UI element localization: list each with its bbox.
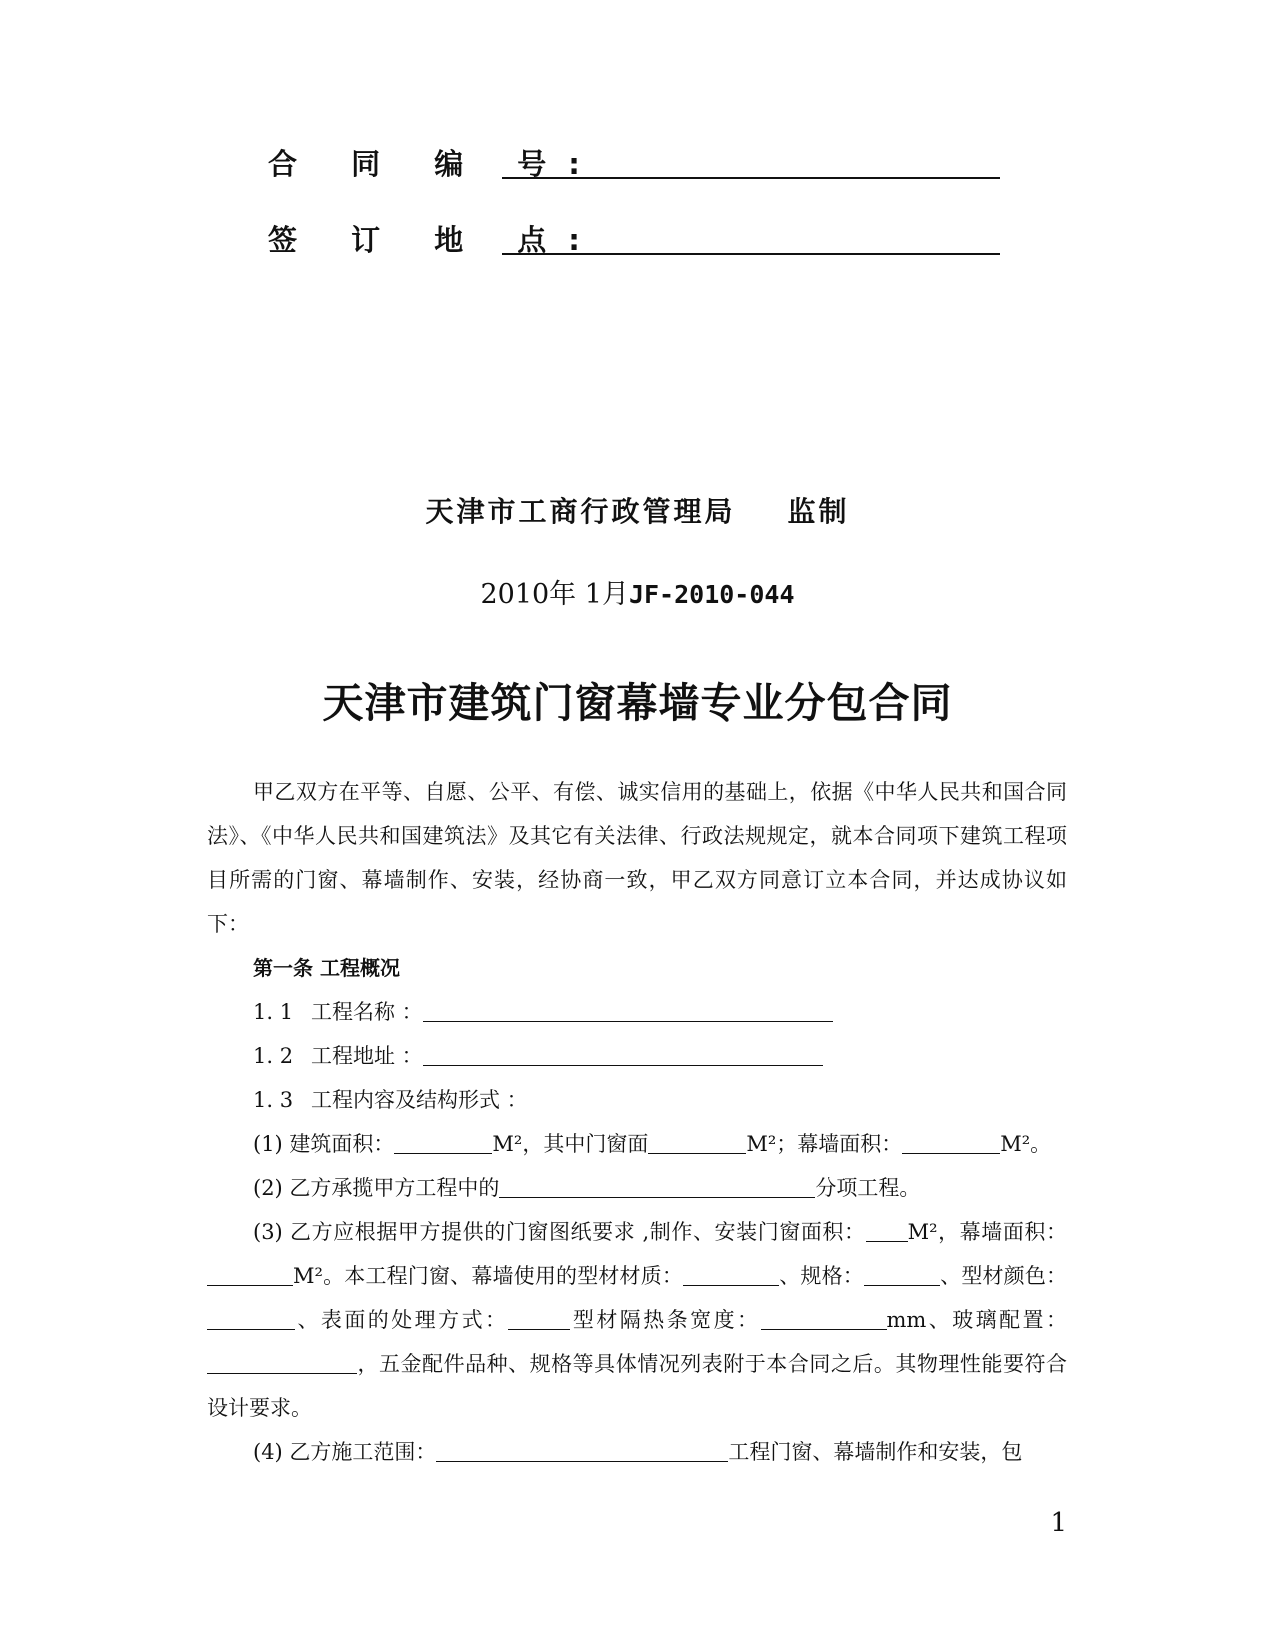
signing-place-blank[interactable] [502,253,1000,255]
clause-label: 工程内容及结构形式 ： [311,1088,528,1112]
profile-material-blank[interactable] [683,1263,779,1286]
item-text: M²，幕墙面积： [907,1220,1067,1244]
contract-body [207,770,1067,1474]
authority-name: 天津市工商行政管理局 [425,495,736,528]
item-4-construction-scope [207,1430,1067,1474]
clause-1-3 [207,1078,1067,1122]
clause-number: 1. 3 [253,1088,294,1112]
item-text: M²。本工程门窗、幕墙使用的型材材质： [293,1264,684,1288]
edition-date: 2010年 1月 [480,579,629,610]
project-name-blank[interactable] [423,999,833,1022]
item-text: 分项工程。 [815,1176,921,1200]
document-title: 天津市建筑门窗幕墙专业分包合同 [322,679,953,727]
surface-treatment-blank[interactable] [508,1307,570,1330]
signing-place-label: 签 订 地 点: [268,223,602,257]
contract-number-blank[interactable] [502,177,1000,179]
clause-number: 1. 1 [253,1000,294,1024]
article-1-heading: 第一条 工程概况 [253,956,400,980]
page-number: 1 [1050,1508,1067,1538]
item-text: (4) 乙方施工范围： [253,1440,437,1464]
profile-color-blank[interactable] [207,1307,295,1330]
item-text: M²，其中门窗面 [492,1132,649,1156]
item-2-scope [207,1166,1067,1210]
profile-spec-blank[interactable] [864,1263,940,1286]
item-text: 型材隔热条宽度： [570,1308,761,1332]
project-address-blank[interactable] [423,1043,823,1066]
signing-place-row [268,218,1000,259]
clause-1-2 [207,1034,1067,1078]
clause-label: 工程名称 ： [311,1000,423,1024]
glass-config-blank[interactable] [207,1351,357,1374]
building-area-blank[interactable] [394,1131,492,1154]
edition-code: JF-2010-044 [628,580,795,609]
item-text: 、型材颜色： [939,1264,1068,1288]
item-text: 工程门窗、幕墙制作和安装，包 [728,1440,1023,1464]
item-text: ，五金配件品种、规格等具体情况列表附于本合同之后。其物理性能要符合设计要求。 [207,1352,1067,1420]
item-1-areas [207,1122,1067,1166]
item-text: M²；幕墙面积： [746,1132,903,1156]
subproject-blank[interactable] [499,1175,815,1198]
curtain-wall-area-blank[interactable] [902,1131,1000,1154]
clause-1-1 [207,990,1067,1034]
contract-number-label: 合 同 编 号: [268,147,602,181]
curtain-install-area-blank[interactable] [207,1263,293,1286]
issuing-authority [0,490,1275,530]
clause-label: 工程地址 ： [311,1044,423,1068]
thermal-strip-width-blank[interactable] [761,1307,887,1330]
preamble-paragraph: 甲乙双方在平等、自愿、公平、有偿、诚实信用的基础上，依据《中华人民共和国合同法》、《中华人民共和国建筑法》及其它有关法律、行政法规规定，就本合同项下建筑工程项目所需的门窗、幕墙制作、安装，经协商一致，甲乙双方同意订立本合同，并达成协议如下： [207,780,1067,936]
clause-number: 1. 2 [253,1044,294,1068]
item-text: (3) 乙方应根据甲方提供的门窗图纸要求 ,制作、安装门窗面积： [253,1220,866,1244]
item-3-specs [207,1210,1067,1430]
item-text: 、表面的处理方式： [295,1308,509,1332]
window-install-area-blank[interactable] [866,1219,908,1242]
window-area-blank[interactable] [648,1131,746,1154]
authority-suffix: 监制 [787,495,850,528]
contract-number-row [268,142,1000,183]
item-text: M²。 [1000,1132,1052,1156]
item-text: (2) 乙方承揽甲方工程中的 [253,1176,500,1200]
item-text: mm、玻璃配置： [886,1308,1068,1332]
construction-scope-blank[interactable] [436,1439,728,1462]
edition-line [0,572,1275,611]
item-text: 、规格： [779,1264,864,1288]
item-text: (1) 建筑面积： [253,1132,395,1156]
